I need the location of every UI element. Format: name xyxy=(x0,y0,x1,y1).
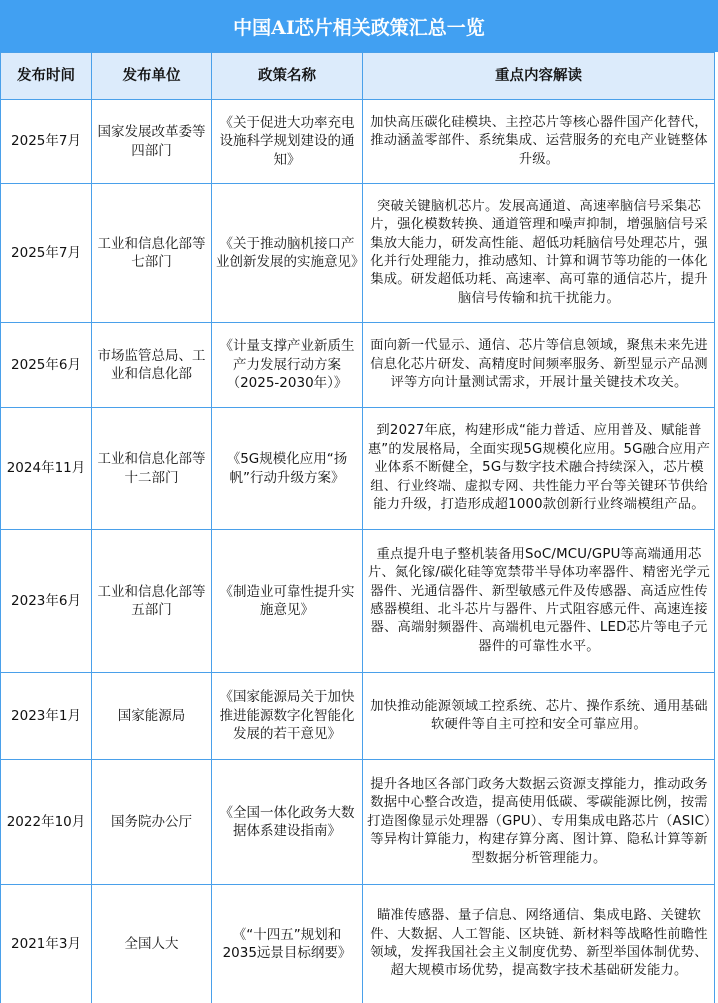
table-row xyxy=(1,408,715,530)
cell-policy: 《计量支撑产业新质生产力发展行动方案（2025-2030年）》 xyxy=(212,323,363,408)
cell-policy: 《关于推动脑机接口产业创新发展的实施意见》 xyxy=(212,184,363,323)
cell-policy: 《全国一体化政务大数据体系建设指南》 xyxy=(212,760,363,885)
cell-policy: 《5G规模化应用“扬帆”行动升级方案》 xyxy=(212,408,363,530)
cell-content: 到2027年底，构建形成“能力普适、应用普及、赋能普惠”的发展格局，全面实现5G规模化应用。5G融合应用产业体系不断健全，5G与数字技术融合持续深入，芯片模组、行业终端、虚拟专网、共性能力平台等关键环节供给能力升级，打造形成超1000款创新行业终端模组产品。 xyxy=(363,408,715,530)
policy-table xyxy=(0,52,715,1003)
cell-issuer: 工业和信息化部等五部门 xyxy=(92,530,212,673)
cell-content: 重点提升电子整机装备用SoC/MCU/GPU等高端通用芯片、氮化镓/碳化硅等宽禁带半导体功率器件、精密光学元器件、光通信器件、新型敏感元件及传感器、高适应性传感器模组、北斗芯片与器件、片式阻容感元件、高速连接器、高端射频器件、高端机电元器件、LED芯片等电子元器件的可靠性水平。 xyxy=(363,530,715,673)
cell-date: 2023年6月 xyxy=(1,530,92,673)
cell-issuer: 国家发展改革委等四部门 xyxy=(92,100,212,184)
table-row xyxy=(1,760,715,885)
cell-date: 2025年7月 xyxy=(1,100,92,184)
cell-date: 2021年3月 xyxy=(1,885,92,1003)
cell-content: 提升各地区各部门政务大数据云资源支撑能力，推动政务数据中心整合改造，提高使用低碳、零碳能源比例，按需打造图像显示处理器（GPU）、专用集成电路芯片（ASIC）等异构计算能力，构建存算分离、图计算、隐私计算等新型数据分析管理能力。 xyxy=(363,760,715,885)
table-row xyxy=(1,885,715,1003)
cell-issuer: 国家能源局 xyxy=(92,673,212,760)
cell-issuer: 工业和信息化部等七部门 xyxy=(92,184,212,323)
cell-content: 加快高压碳化硅模块、主控芯片等核心器件国产化替代，推动涵盖零部件、系统集成、运营服务的充电产业链整体升级。 xyxy=(363,100,715,184)
header-content: 重点内容解读 xyxy=(363,53,715,100)
cell-date: 2025年6月 xyxy=(1,323,92,408)
cell-date: 2024年11月 xyxy=(1,408,92,530)
cell-content: 面向新一代显示、通信、芯片等信息领域，聚焦未来先进信息化芯片研发、高精度时间频率服务、新型显示产品测评等方向计量测试需求，开展计量关键技术攻关。 xyxy=(363,323,715,408)
cell-issuer: 市场监管总局、工业和信息化部 xyxy=(92,323,212,408)
table-row xyxy=(1,184,715,323)
cell-date: 2022年10月 xyxy=(1,760,92,885)
table-row xyxy=(1,100,715,184)
cell-content: 加快推动能源领域工控系统、芯片、操作系统、通用基础软硬件等自主可控和安全可靠应用。 xyxy=(363,673,715,760)
cell-content: 瞄准传感器、量子信息、网络通信、集成电路、关键软件、大数据、人工智能、区块链、新材料等战略性前瞻性领域，发挥我国社会主义制度优势、新型举国体制优势、超大规模市场优势，提高数字技术基础研发能力。 xyxy=(363,885,715,1003)
cell-issuer: 工业和信息化部等十二部门 xyxy=(92,408,212,530)
cell-policy: 《“十四五”规划和2035远景目标纲要》 xyxy=(212,885,363,1003)
table-row xyxy=(1,673,715,760)
cell-date: 2023年1月 xyxy=(1,673,92,760)
header-issuer: 发布单位 xyxy=(92,53,212,100)
table-row xyxy=(1,530,715,673)
cell-date: 2025年7月 xyxy=(1,184,92,323)
table-row xyxy=(1,323,715,408)
header-date: 发布时间 xyxy=(1,53,92,100)
cell-issuer: 全国人大 xyxy=(92,885,212,1003)
cell-content: 突破关键脑机芯片。发展高通道、高速率脑信号采集芯片，强化模数转换、通道管理和噪声抑制，增强脑信号采集放大能力，研发高性能、超低功耗脑信号处理芯片，强化并行处理能力，推动感知、计算和调节等功能的一体化集成。研发超低功耗、高速率、高可靠的通信芯片，提升脑信号传输和抗干扰能力。 xyxy=(363,184,715,323)
cell-policy: 《关于促进大功率充电设施科学规划建设的通知》 xyxy=(212,100,363,184)
header-policy: 政策名称 xyxy=(212,53,363,100)
cell-issuer: 国务院办公厅 xyxy=(92,760,212,885)
header-row xyxy=(1,53,715,100)
table-title: 中国AI芯片相关政策汇总一览 xyxy=(0,0,718,52)
cell-policy: 《制造业可靠性提升实施意见》 xyxy=(212,530,363,673)
cell-policy: 《国家能源局关于加快推进能源数字化智能化发展的若干意见》 xyxy=(212,673,363,760)
